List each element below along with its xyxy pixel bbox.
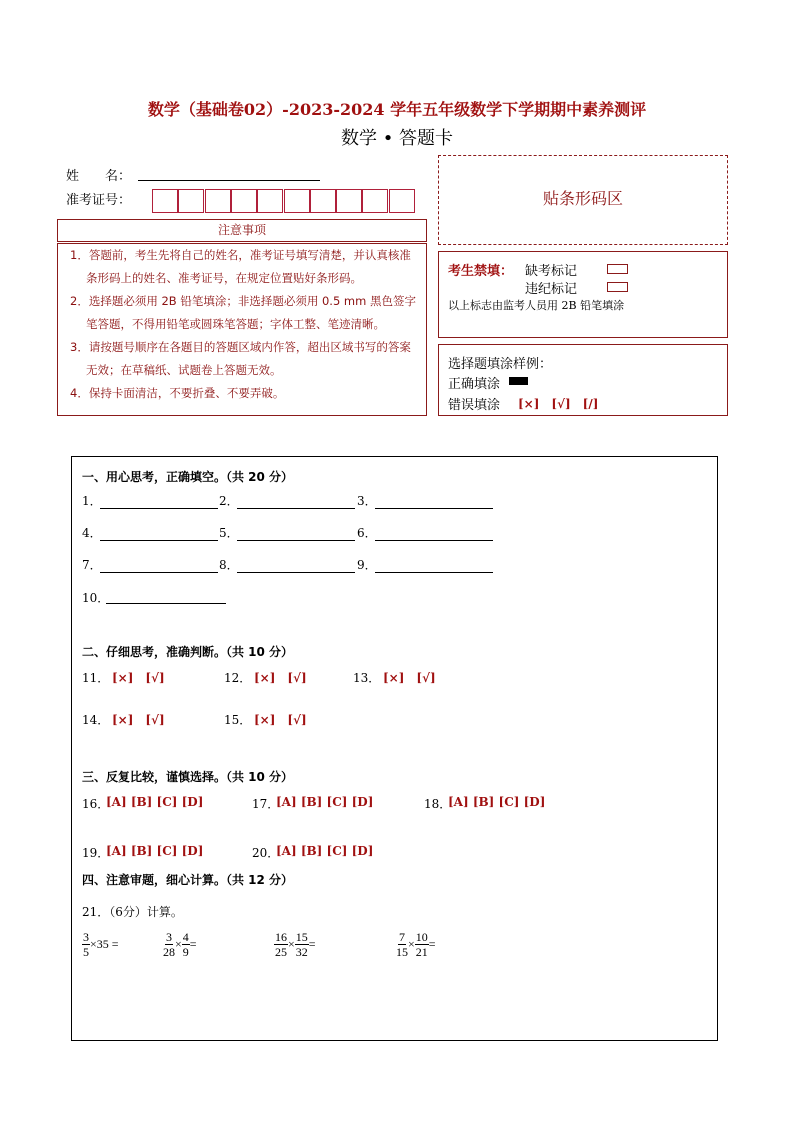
choice-number: 18． [424, 797, 452, 811]
id-digit-box[interactable] [178, 189, 204, 213]
proctor-note: 以上标志由监考人员用 2B 铅笔填涂 [448, 299, 625, 312]
wrong-marks: [×] [√] [/] [518, 397, 599, 411]
proctor-box [438, 251, 728, 338]
notice-item: 3．请按题号顺序在各题目的答题区域内作答，超出区域书写的答案无效；在草稿纸、试题卷上答题无效。 [70, 340, 411, 377]
choice-options[interactable]: [A] [B] [C] [D] [106, 795, 204, 809]
exam-title: 数学（基础卷02）-2023-2024 学年五年级数学下学期期中素养测评 [147, 100, 647, 119]
filled-mark-sample [509, 377, 528, 385]
id-digit-box[interactable] [389, 189, 415, 213]
choice-options[interactable]: [A] [B] [C] [D] [448, 795, 546, 809]
judge-number: 14． [82, 713, 110, 727]
id-digit-box[interactable] [310, 189, 336, 213]
absent-checkbox[interactable] [607, 264, 628, 274]
blank-number: 7． [82, 558, 102, 572]
sheet-subtitle: 数学 • 答题卡 [340, 128, 454, 149]
fill-blank-line[interactable] [100, 508, 218, 509]
fill-blank-line[interactable] [375, 540, 493, 541]
judge-options[interactable]: [×] [√] [112, 671, 165, 685]
choice-number: 19． [82, 846, 110, 860]
id-digit-box[interactable] [336, 189, 362, 213]
choice-options[interactable]: [A] [B] [C] [D] [106, 844, 204, 858]
fill-blank-line[interactable] [100, 540, 218, 541]
notice-heading: 注意事项 [57, 219, 427, 242]
fill-blank-line[interactable] [106, 603, 226, 604]
notice-item: 4．保持卡面清洁，不要折叠、不要弄破。 [70, 386, 285, 400]
id-digit-box[interactable] [231, 189, 257, 213]
sample-box [438, 344, 728, 416]
judge-options[interactable]: [×] [√] [254, 671, 307, 685]
judge-number: 12． [224, 671, 252, 685]
section3-title: 三、反复比较，谨慎选择。（共 10 分） [82, 770, 294, 784]
id-digit-box[interactable] [284, 189, 310, 213]
blank-number: 4． [82, 526, 102, 540]
section4-title: 四、注意审题，细心计算。（共 12 分） [82, 873, 294, 887]
fill-blank-line[interactable] [100, 572, 218, 573]
id-digit-box[interactable] [152, 189, 178, 213]
fill-blank-line[interactable] [375, 508, 493, 509]
choice-options[interactable]: [A] [B] [C] [D] [276, 795, 374, 809]
notice-list [57, 243, 427, 416]
violation-label: 违纪标记 [525, 282, 578, 297]
blank-number: 10． [82, 591, 110, 605]
id-digit-box[interactable] [362, 189, 388, 213]
judge-options[interactable]: [×] [√] [254, 713, 307, 727]
fill-blank-line[interactable] [375, 572, 493, 573]
name-field[interactable] [138, 180, 320, 181]
fill-blank-line[interactable] [237, 508, 355, 509]
sample-heading: 选择题填涂样例： [448, 357, 553, 372]
blank-number: 8． [219, 558, 239, 572]
fill-blank-line[interactable] [237, 572, 355, 573]
choice-number: 20． [252, 846, 280, 860]
blank-number: 9． [357, 558, 377, 572]
expression-1: $\frac{3}{5}$ ×35 = [83, 930, 119, 959]
violation-checkbox[interactable] [607, 282, 628, 292]
id-digit-box[interactable] [257, 189, 283, 213]
judge-number: 15． [224, 713, 252, 727]
blank-number: 1． [82, 494, 102, 508]
proctor-label: 考生禁填： [448, 264, 514, 279]
name-label: 姓 名： [66, 169, 132, 184]
blank-number: 3． [357, 494, 377, 508]
notice-item: 1．答题前，考生先将自己的姓名，准考证号填写清楚，并认真核准条形码上的姓名、准考证号，在规定位置贴好条形码。 [70, 248, 411, 285]
expression-4: $\frac{7}{15}$ × $\frac{10}{21}$ = [396, 930, 436, 959]
expression-3: $\frac{16}{25}$ × $\frac{15}{32}$ = [275, 930, 316, 959]
judge-options[interactable]: [×] [√] [383, 671, 436, 685]
choice-number: 17． [252, 797, 280, 811]
barcode-area: 贴条形码区 [438, 155, 728, 245]
blank-number: 5． [219, 526, 239, 540]
correct-label: 正确填涂 [448, 377, 501, 392]
judge-number: 13． [353, 671, 381, 685]
fill-blank-line[interactable] [237, 540, 355, 541]
blank-number: 2． [219, 494, 239, 508]
expression-2: $\frac{3}{28}$ × $\frac{4}{9}$ = [163, 930, 197, 959]
id-label: 准考证号： [66, 193, 132, 208]
section1-title: 一、用心思考，正确填空。（共 20 分） [82, 470, 294, 484]
blank-number: 6． [357, 526, 377, 540]
absent-label: 缺考标记 [525, 264, 578, 279]
question-21: 21．（6分）计算。 [82, 905, 183, 919]
judge-number: 11． [82, 671, 110, 685]
id-digit-box[interactable] [205, 189, 231, 213]
judge-options[interactable]: [×] [√] [112, 713, 165, 727]
choice-options[interactable]: [A] [B] [C] [D] [276, 844, 374, 858]
choice-number: 16． [82, 797, 110, 811]
notice-item: 2．选择题必须用 2B 铅笔填涂；非选择题必须用 0.5 mm 黑色签字笔答题，不得用铅笔或圆珠笔答题；字体工整、笔迹清晰。 [70, 294, 416, 331]
wrong-label: 错误填涂 [448, 398, 501, 413]
section2-title: 二、仔细思考，准确判断。（共 10 分） [82, 645, 294, 659]
